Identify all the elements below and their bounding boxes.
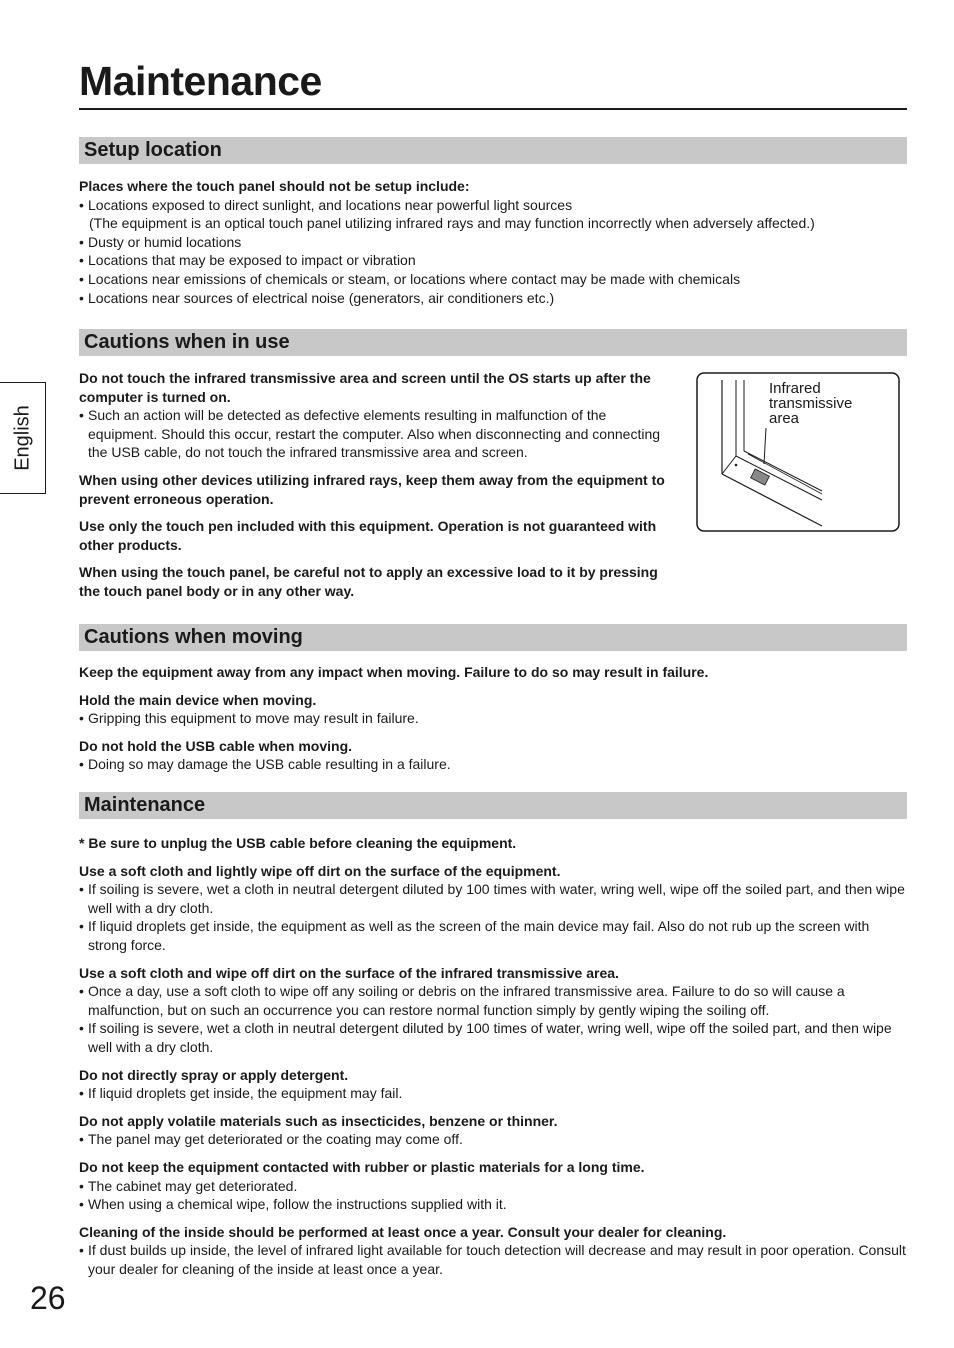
title-divider	[79, 108, 907, 110]
maintenance-paragraph: Do not keep the equipment contacted with rubber or plastic materials for a long time.	[79, 1158, 645, 1175]
caution-paragraph: When using the touch panel, be careful not to apply an excessive load to it by pressing the touch panel body or in any other way.	[79, 564, 658, 599]
list-item: • The cabinet may get deteriorated.	[79, 1177, 907, 1196]
diagram-label: transmissive	[769, 395, 853, 412]
setup-intro: Places where the touch panel should not be setup include:	[79, 178, 470, 194]
section-heading: Maintenance	[79, 792, 907, 819]
maintenance-paragraph: Use a soft cloth and lightly wipe off dirt on the surface of the equipment.	[79, 862, 561, 879]
setup-location-section	[79, 137, 907, 307]
caution-paragraph: Do not touch the infrared transmissive area and screen until the OS starts up after the computer is turned on.	[79, 370, 651, 405]
list-item: • If soiling is severe, wet a cloth in neutral detergent diluted by 100 times with water, wring well, wipe off the soiled part, and then wipe well with a dry cloth.	[79, 880, 907, 917]
maintenance-note: * Be sure to unplug the USB cable before cleaning the equipment.	[79, 835, 517, 851]
language-label: English	[11, 405, 33, 471]
cautions-moving-section	[79, 624, 907, 774]
section-heading: Cautions when in use	[79, 329, 907, 356]
list-item: • Once a day, use a soft cloth to wipe off any soiling or debris on the infrared transmissive area. Failure to do so will cause a malfunction, but on such an occurrence you can restore normal function simply by gently wiping the soiling off.	[79, 982, 907, 1019]
maintenance-paragraph: Cleaning of the inside should be performed at least once a year. Consult your dealer for cleaning.	[79, 1223, 727, 1240]
list-item: • If soiling is severe, wet a cloth in neutral detergent diluted by 100 times of water, wring well, wipe off the soiled part, and then wipe well with a dry cloth.	[79, 1019, 907, 1056]
diagram-label: area	[769, 410, 800, 427]
list-item: • The panel may get deteriorated or the coating may come off.	[79, 1130, 907, 1149]
list-item: • If dust builds up inside, the level of infrared light available for touch detection will decrease and may result in poor operation. Consult your dealer for cleaning of the inside at least once a year.	[79, 1241, 907, 1278]
caution-paragraph: Hold the main device when moving.	[79, 691, 317, 708]
list-item: • Dusty or humid locations	[79, 233, 907, 252]
section-heading: Setup location	[79, 137, 907, 164]
list-item: • Doing so may damage the USB cable resulting in a failure.	[79, 755, 907, 774]
list-item: • Locations exposed to direct sunlight, and locations near powerful light sources	[79, 196, 907, 215]
list-item: • Locations near emissions of chemicals or steam, or locations where contact may be made with chemicals	[79, 270, 907, 289]
list-item: • Such an action will be detected as defective elements resulting in malfunction of the equipment. Should this occur, restart the computer. Also when disconnecting and connecting the USB cable, do not touch the infrared transmissive area and screen.	[79, 406, 669, 462]
caution-paragraph: Keep the equipment away from any impact when moving. Failure to do so may result in failure.	[79, 664, 709, 680]
infrared-area-diagram	[696, 372, 900, 532]
list-item: • Locations that may be exposed to impact or vibration	[79, 251, 907, 270]
list-item: • If liquid droplets get inside, the equipment as well as the screen of the main device may fail. Also do not rub up the screen with strong force.	[79, 917, 907, 954]
section-heading: Cautions when moving	[79, 624, 907, 651]
list-item-note: (The equipment is an optical touch panel utilizing infrared rays and may function incorrectly when adversely affected.)	[89, 215, 815, 232]
maintenance-paragraph: Do not apply volatile materials such as insecticides, benzene or thinner.	[79, 1112, 558, 1129]
caution-paragraph: Use only the touch pen included with this equipment. Operation is not guaranteed with other products.	[79, 518, 657, 553]
language-side-tab	[0, 382, 46, 494]
list-item: • When using a chemical wipe, follow the instructions supplied with it.	[79, 1195, 907, 1214]
page-number: 26	[30, 1280, 66, 1316]
maintenance-section	[79, 792, 907, 1278]
maintenance-paragraph: Use a soft cloth and wipe off dirt on the surface of the infrared transmissive area.	[79, 964, 619, 981]
caution-paragraph: Do not hold the USB cable when moving.	[79, 737, 353, 754]
diagram-label: Infrared	[769, 380, 821, 397]
list-item: • Locations near sources of electrical noise (generators, air conditioners etc.)	[79, 289, 907, 308]
list-item: • Gripping this equipment to move may result in failure.	[79, 709, 907, 728]
caution-paragraph: When using other devices utilizing infrared rays, keep them away from the equipment to prevent erroneous operation.	[79, 471, 665, 507]
list-item: • If liquid droplets get inside, the equipment may fail.	[79, 1084, 907, 1103]
page-title: Maintenance	[79, 58, 322, 104]
maintenance-paragraph: Do not directly spray or apply detergent.	[79, 1066, 349, 1083]
